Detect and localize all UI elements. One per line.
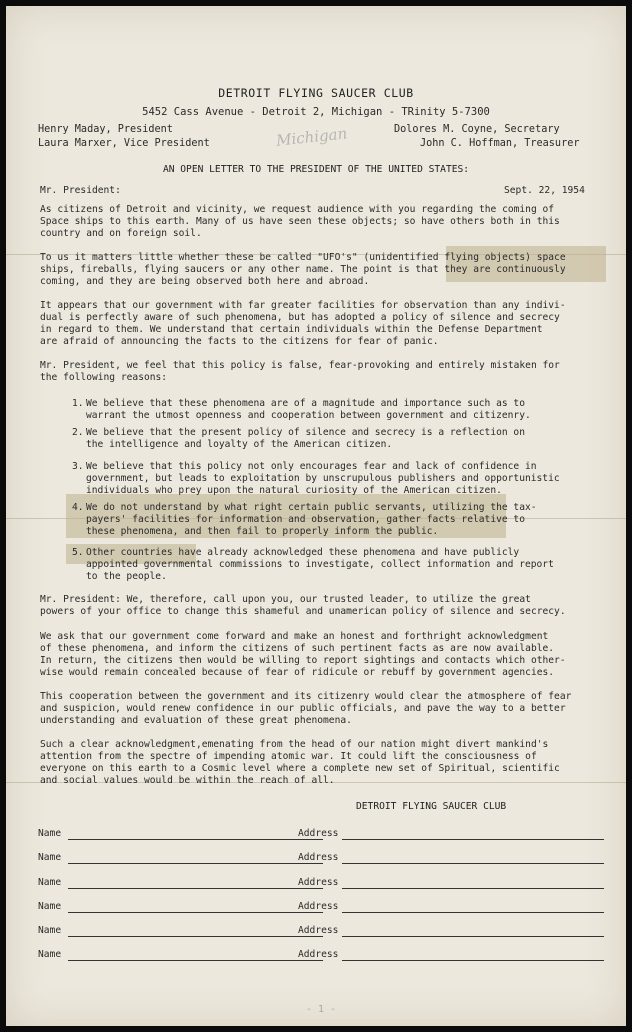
para-line: Mr. President: We, therefore, call upon you, our trusted leader, to utilize the great (40, 594, 531, 605)
reason-number: 2. (72, 427, 84, 438)
address-label: Address (298, 901, 339, 912)
signature-row (38, 925, 604, 939)
name-label: Name (38, 877, 62, 888)
reason-line: to the people. (86, 571, 167, 582)
para-line: Space ships to this earth. Many of us have seen these objects; so have others both in this (40, 216, 560, 227)
club-address: 5452 Cass Avenue - Detroit 2, Michigan - TRinity 5-7300 (142, 106, 490, 118)
signature-row (38, 828, 604, 842)
para-line: in regard to them. We understand that certain individuals within the Defense Department (40, 324, 543, 335)
reason-line: these phenomena, and then fail to properly inform the public. (86, 526, 439, 537)
reason-number: 5. (72, 547, 84, 558)
reason-number: 3. (72, 461, 84, 472)
para-line: country and on foreign soil. (40, 228, 202, 239)
para-line: Mr. President, we feel that this policy is false, fear-provoking and entirely mistaken for (40, 360, 560, 371)
para-line: coming, and they are being observed both here and abroad. (40, 276, 370, 287)
para-line: understanding and evaluation of these great phenomena. (40, 715, 352, 726)
para-line: As citizens of Detroit and vicinity, we request audience with you regarding the coming of (40, 204, 555, 215)
address-label: Address (298, 925, 339, 936)
reason-number: 1. (72, 398, 84, 409)
address-line[interactable] (342, 839, 604, 840)
para-line: and social values would be within the reach of all. (40, 775, 335, 786)
para-line: everyone on this earth to a Cosmic level where a complete new set of Spiritual, scientific (40, 763, 560, 774)
address-line[interactable] (342, 863, 604, 864)
reason-number: 4. (72, 502, 84, 513)
letter-date: Sept. 22, 1954 (504, 185, 585, 196)
signature-row (38, 877, 604, 891)
address-label: Address (298, 828, 339, 839)
para-line: dual is perfectly aware of such phenomena, but has adopted a policy of silence and secrecy (40, 312, 560, 323)
reason-line: warrant the utmost openness and cooperation between government and citizenry. (86, 410, 531, 421)
name-line[interactable] (68, 839, 323, 840)
reason-line: the intelligence and loyalty of the American citizen. (86, 439, 393, 450)
address-label: Address (298, 852, 339, 863)
officer-vice-president: Laura Marxer, Vice President (38, 138, 210, 149)
para-line: and suspicion, would renew confidence in our public officials, and pave the way to a better (40, 703, 566, 714)
address-line[interactable] (342, 912, 604, 913)
reason-line: We believe that these phenomena are of a magnitude and importance such as to (86, 398, 525, 409)
signature-row (38, 852, 604, 866)
signature-row (38, 901, 604, 915)
address-label: Address (298, 877, 339, 888)
reason-line: We believe that this policy not only encourages fear and lack of confidence in (86, 461, 537, 472)
salutation: Mr. President: (40, 185, 121, 196)
letter-heading: AN OPEN LETTER TO THE PRESIDENT OF THE UNITED STATES: (162, 164, 470, 175)
officer-treasurer: John C. Hoffman, Treasurer (420, 138, 580, 149)
officer-secretary: Dolores M. Coyne, Secretary (394, 124, 560, 135)
address-label: Address (298, 949, 339, 960)
name-label: Name (38, 852, 62, 863)
para-line: powers of your office to change this shameful and unamerican policy of silence and secrecy. (40, 606, 566, 617)
para-line: attention from the spectre of impending atomic war. It could lift the consciousness of (40, 751, 537, 762)
name-label: Name (38, 925, 62, 936)
address-line[interactable] (342, 888, 604, 889)
name-line[interactable] (68, 912, 323, 913)
para-line: This cooperation between the government and its citizenry would clear the atmosphere of fear (40, 691, 572, 702)
para-line: It appears that our government with far greater facilities for observation than any indivi- (40, 300, 566, 311)
address-line[interactable] (342, 936, 604, 937)
signature-club: DETROIT FLYING SAUCER CLUB (356, 801, 507, 812)
name-line[interactable] (68, 960, 323, 961)
signature-row (38, 949, 604, 963)
reason-line: government, but leads to exploitation by unscrupulous publishers and opportunistic (86, 473, 560, 484)
officer-president: Henry Maday, President (38, 124, 173, 135)
name-label: Name (38, 949, 62, 960)
name-line[interactable] (68, 863, 323, 864)
name-line[interactable] (68, 936, 323, 937)
para-line: To us it matters little whether these be called "UFO's" (unidentified flying objects) space (40, 252, 566, 263)
para-line: wise would remain concealed because of fear of ridicule or rebuff by government agencies. (40, 667, 555, 678)
para-line: the following reasons: (40, 372, 168, 383)
reason-line: individuals who prey upon the natural curiosity of the American citizen. (86, 485, 502, 496)
reason-line: We do not understand by what right certain public servants, utilizing the tax- (86, 502, 537, 513)
para-line: of these phenomena, and inform the citizens of such pertinent facts as are now available. (40, 643, 555, 654)
name-line[interactable] (68, 888, 323, 889)
reason-line: We believe that the present policy of silence and secrecy is a reflection on (86, 427, 525, 438)
reason-line: payers' facilities for information and observation, gather facts relative to (86, 514, 525, 525)
name-label: Name (38, 901, 62, 912)
name-label: Name (38, 828, 62, 839)
address-line[interactable] (342, 960, 604, 961)
para-line: are afraid of announcing the facts to the citizens for fear of panic. (40, 336, 439, 347)
reason-line: appointed governmental commissions to investigate, collect information and report (86, 559, 554, 570)
para-line: We ask that our government come forward and make an honest and forthright acknowledgment (40, 631, 549, 642)
page-number: - 1 - (306, 1004, 337, 1015)
letter-page (6, 6, 626, 1026)
handwritten-note: Michigan (275, 124, 348, 150)
para-line: Such a clear acknowledgment,emenating from the head of our nation might divert mankind's (40, 739, 549, 750)
reason-line: Other countries have already acknowledged these phenomena and have publicly (86, 547, 520, 558)
para-line: In return, the citizens then would be willing to report sightings and contacts which other- (40, 655, 566, 666)
para-line: ships, fireballs, flying saucers or any other name. The point is that they are continuously (40, 264, 566, 275)
club-name: DETROIT FLYING SAUCER CLUB (218, 86, 414, 100)
